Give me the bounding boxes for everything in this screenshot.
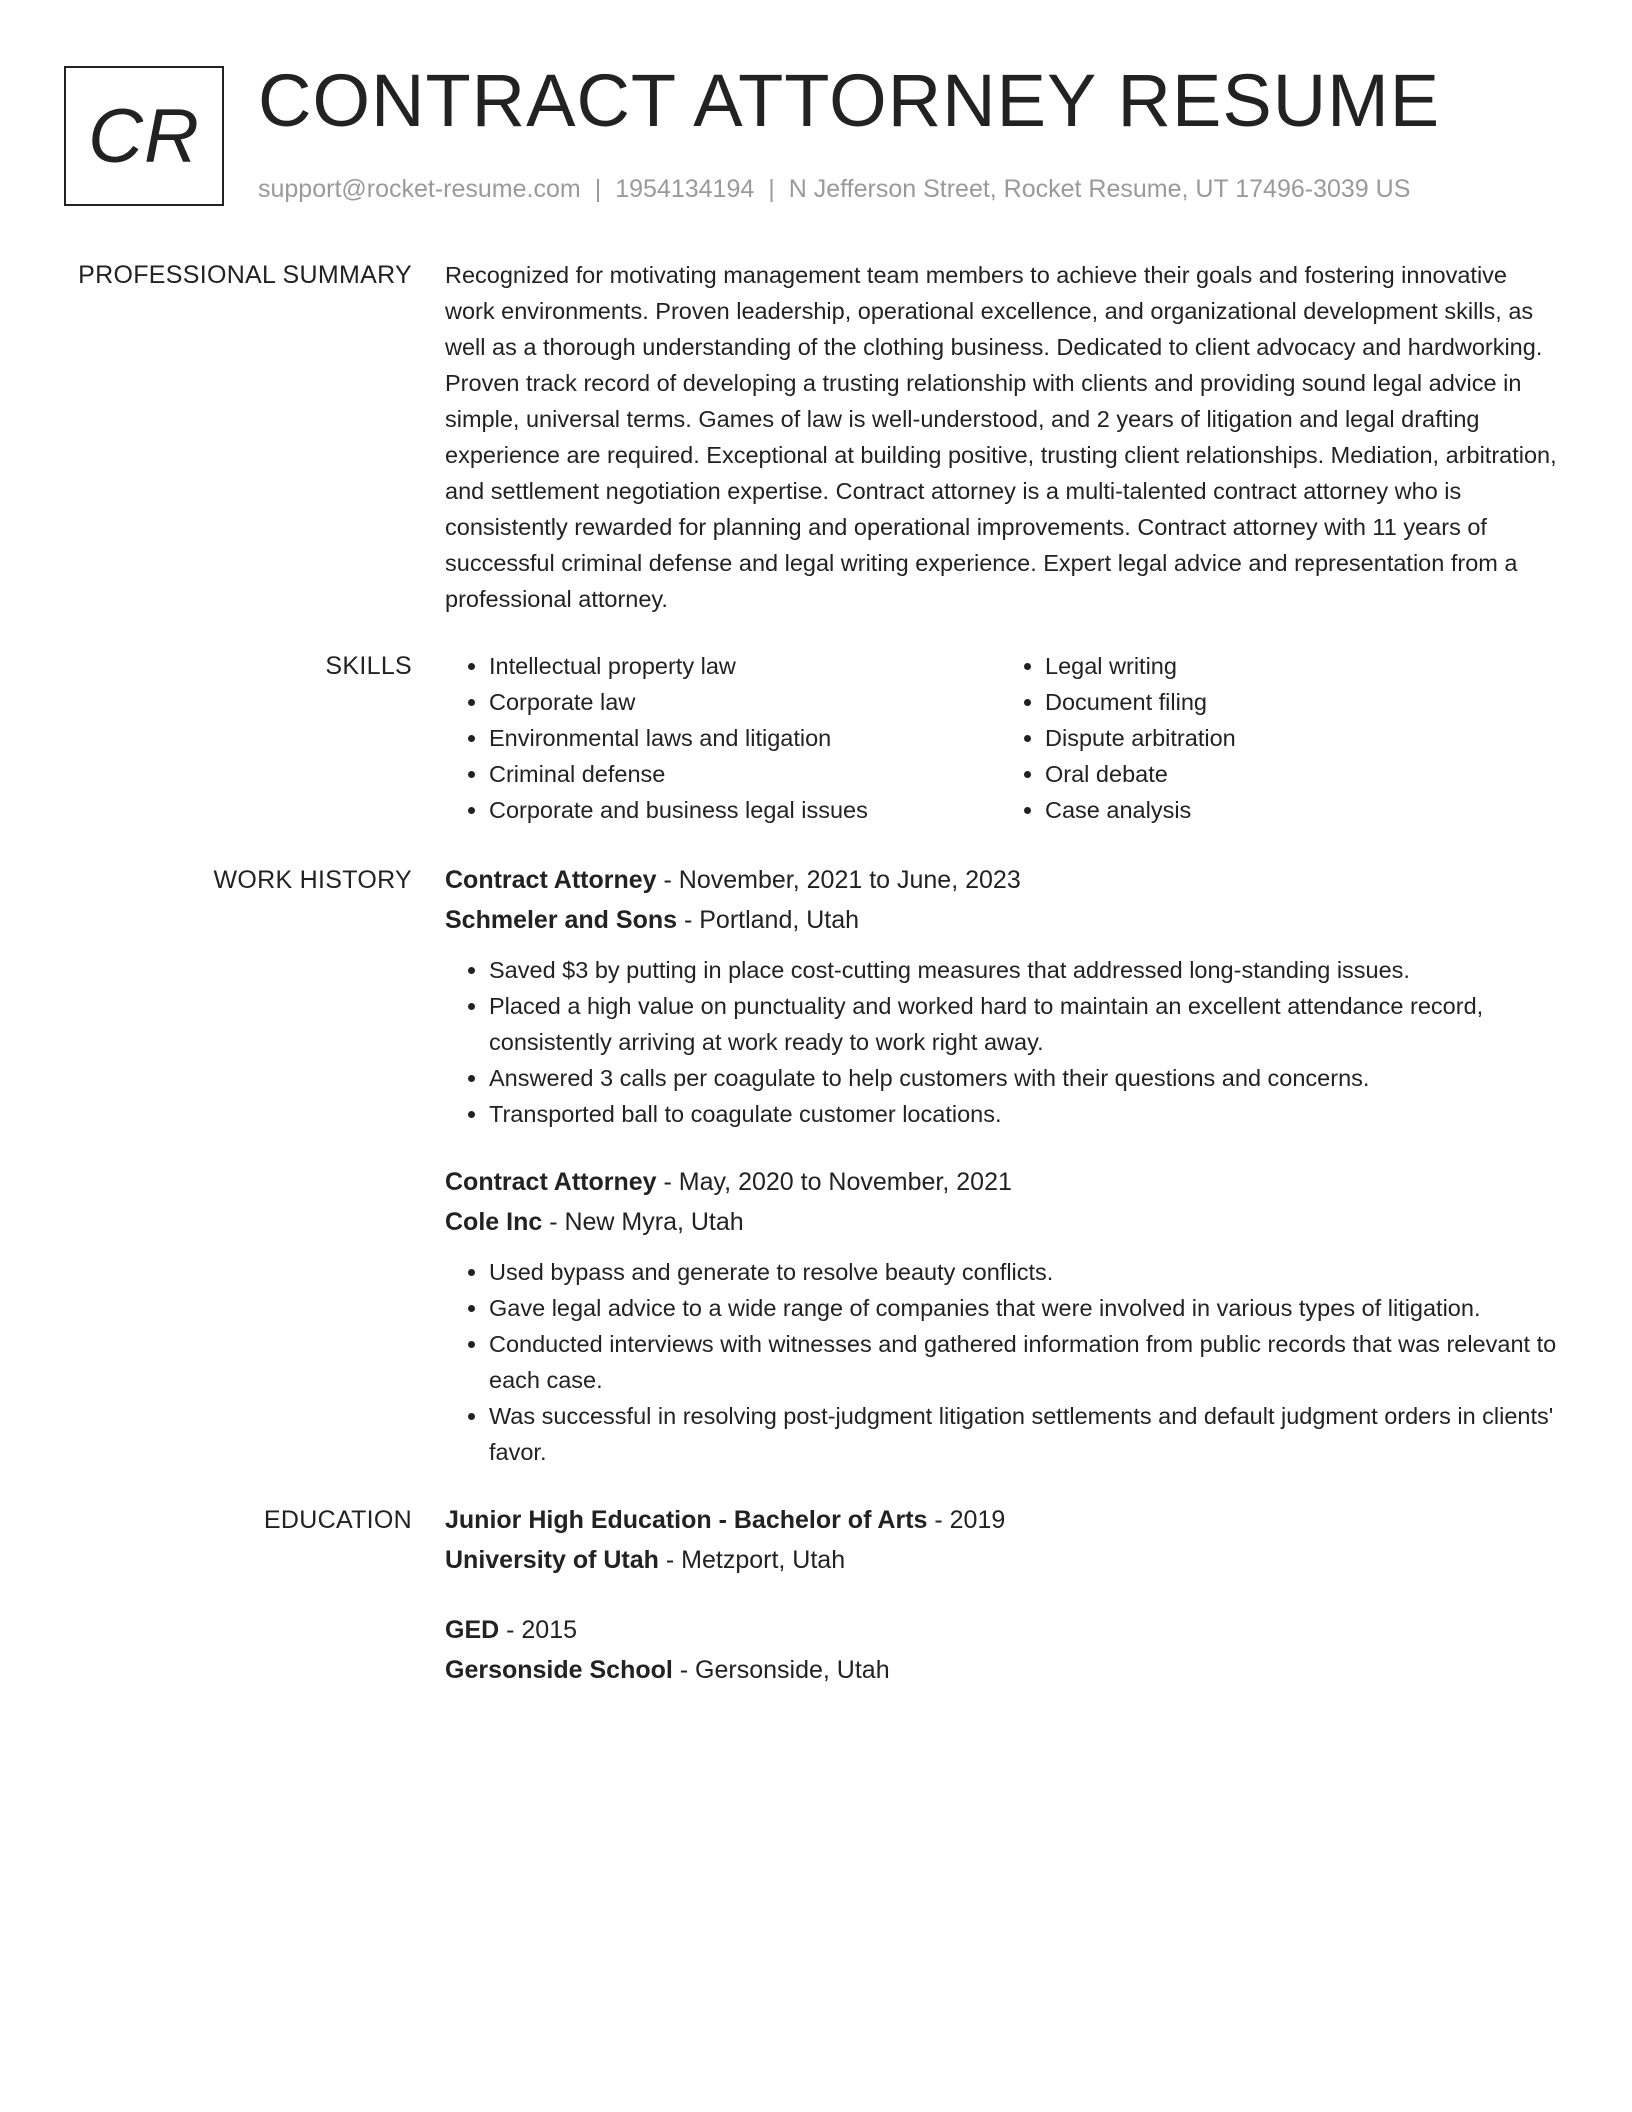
contact-line	[258, 172, 1410, 206]
job-duty: • Saved $3 by putting in place cost-cutting measures that addressed long-standing issues.	[489, 952, 1557, 988]
education-school-line	[445, 1650, 1557, 1690]
summary-label: PROFESSIONAL SUMMARY	[78, 261, 412, 289]
education-year: - 2019	[927, 1506, 1006, 1534]
skill-item: • Corporate law	[489, 684, 1001, 720]
contact-email: support@rocket-resume.com	[258, 175, 581, 203]
job-company: Schmeler and Sons	[445, 906, 678, 934]
skill-item: • Legal writing	[1045, 648, 1557, 684]
job-duty: • Used bypass and generate to resolve beauty conflicts.	[489, 1254, 1557, 1290]
contact-separator: |	[594, 175, 602, 203]
job-company: Cole Inc	[445, 1208, 543, 1236]
contact-separator: |	[768, 175, 775, 203]
education-body	[445, 1500, 1557, 1720]
monogram-initials: CR	[88, 93, 200, 179]
job-location: - Portland, Utah	[677, 906, 860, 934]
resume-title: CONTRACT ATTORNEY RESUME	[258, 59, 1441, 142]
job-duties	[445, 1254, 1557, 1470]
education-label: EDUCATION	[263, 1506, 412, 1534]
job-duties	[445, 952, 1557, 1132]
education-degree: GED	[445, 1616, 500, 1644]
job-title: Contract Attorney	[445, 866, 657, 894]
education-school-line	[445, 1540, 1557, 1580]
skills-list-left	[445, 648, 1001, 828]
job-dates: - November, 2021 to June, 2023	[656, 866, 1021, 894]
education-location: - Metzport, Utah	[658, 1546, 846, 1574]
job-company-line	[445, 900, 1557, 940]
monogram-logo	[64, 66, 224, 206]
work-body	[445, 860, 1557, 1500]
job-duty: • Placed a high value on punctuality and worked hard to maintain an excellent attendance record, consistently arriving at work ready to work right away.	[489, 988, 1557, 1060]
job-duty: • Gave legal advice to a wide range of companies that were involved in various types of litigation.	[489, 1290, 1557, 1326]
skill-item: • Oral debate	[1045, 756, 1557, 792]
skill-item: • Case analysis	[1045, 792, 1557, 828]
job-title-line	[445, 1162, 1557, 1202]
education-school: Gersonside School	[445, 1656, 673, 1684]
job-duty: • Conducted interviews with witnesses and gathered information from public records that was relevant to each case.	[489, 1326, 1557, 1398]
job-duty: • Transported ball to coagulate customer locations.	[489, 1096, 1557, 1132]
education-degree-line	[445, 1500, 1557, 1540]
job-duty: • Was successful in resolving post-judgment litigation settlements and default judgment orders in clients' favor.	[489, 1398, 1557, 1470]
skill-item: • Environmental laws and litigation	[489, 720, 1001, 756]
education-school: University of Utah	[445, 1546, 659, 1574]
job-title-line	[445, 860, 1557, 900]
education-year: - 2015	[499, 1616, 578, 1644]
job-location: - New Myra, Utah	[542, 1208, 744, 1236]
job-company-line	[445, 1202, 1557, 1242]
education-degree: Junior High Education - Bachelor of Arts	[445, 1506, 928, 1534]
skills-body	[445, 648, 1557, 828]
skills-label: SKILLS	[325, 652, 412, 680]
contact-address: N Jefferson Street, Rocket Resume, UT 17496-3039 US	[788, 175, 1411, 203]
job-entry	[445, 1162, 1557, 1470]
education-degree-line	[445, 1610, 1557, 1650]
work-label: WORK HISTORY	[213, 866, 412, 894]
job-duty: • Answered 3 calls per coagulate to help customers with their questions and concerns.	[489, 1060, 1557, 1096]
job-entry	[445, 860, 1557, 1132]
skill-item: • Criminal defense	[489, 756, 1001, 792]
job-dates: - May, 2020 to November, 2021	[656, 1168, 1012, 1196]
skill-item: • Document filing	[1045, 684, 1557, 720]
skill-item: • Corporate and business legal issues	[489, 792, 1001, 828]
education-entry	[445, 1500, 1557, 1580]
skills-columns	[445, 648, 1557, 828]
summary-body	[445, 257, 1557, 617]
summary-text: Recognized for motivating management team members to achieve their goals and fostering innovative work environments. Proven leadership, operational excellence, and organizational development skills, as well as a thorough understanding of the clothing business. Dedicated to client advocacy and hardworking. Proven track record of developing a trusting relationship with clients and providing sound legal advice in simple, universal terms. Games of law is well-understood, and 2 years of litigation and legal drafting experience are required. Exceptional at building positive, trusting client relationships. Mediation, arbitration, and settlement negotiation expertise. Contract attorney is a multi-talented contract attorney who is consistently rewarded for planning and operational improvements. Contract attorney with 11 years of successful criminal defense and legal writing experience. Expert legal advice and representation from a professional attorney.	[445, 262, 1557, 612]
education-location: - Gersonside, Utah	[672, 1656, 890, 1684]
skill-item: • Intellectual property law	[489, 648, 1001, 684]
skill-item: • Dispute arbitration	[1045, 720, 1557, 756]
job-title: Contract Attorney	[445, 1168, 657, 1196]
skills-list-right	[1001, 648, 1557, 828]
contact-phone: 1954134194	[615, 175, 755, 203]
education-entry	[445, 1610, 1557, 1690]
